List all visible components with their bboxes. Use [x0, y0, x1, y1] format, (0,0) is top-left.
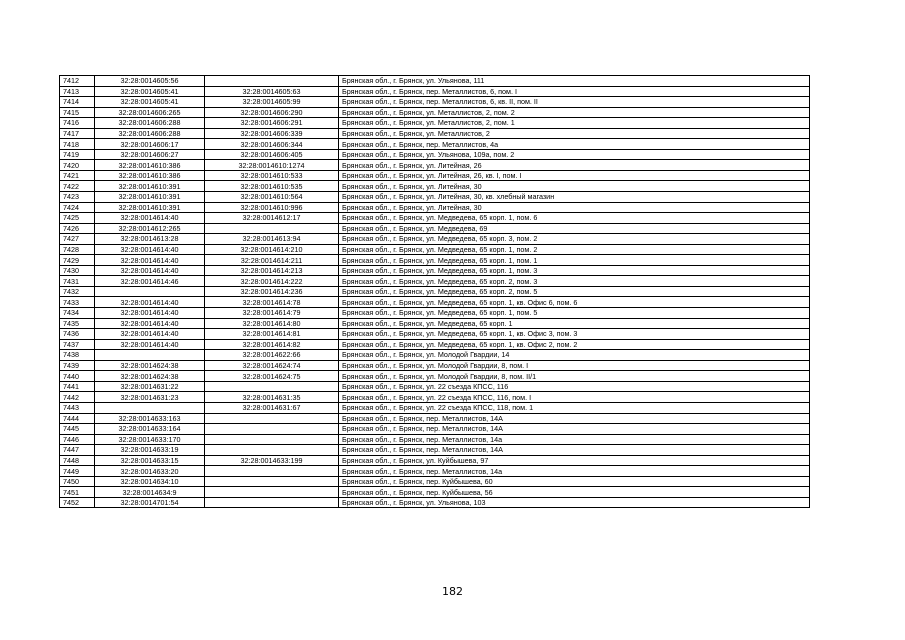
- table-row: [60, 76, 810, 87]
- table-row: [60, 118, 810, 129]
- table-row: [60, 476, 810, 487]
- address-cell: Брянская обл., г. Брянск, ул. Литейная, 30, кв. хлебный магазин: [339, 192, 810, 203]
- object-cadastral-number-cell: 32:28:0014612:17: [205, 213, 339, 224]
- table-row: [60, 107, 810, 118]
- address-cell: Брянская обл., г. Брянск, пер. Металлистов, 14А: [339, 424, 810, 435]
- table-row: [60, 381, 810, 392]
- row-number-cell: 7451: [60, 487, 95, 498]
- address-cell: Брянская обл., г. Брянск, ул. Медведева, 65 корп. 2, пом. 3: [339, 276, 810, 287]
- address-cell: Брянская обл., г. Брянск, ул. Литейная, 26: [339, 160, 810, 171]
- row-number-cell: 7424: [60, 202, 95, 213]
- object-cadastral-number-cell: 32:28:0014614:210: [205, 244, 339, 255]
- row-number-cell: 7427: [60, 234, 95, 245]
- table-row: [60, 329, 810, 340]
- address-cell: Брянская обл., г. Брянск, ул. Металлистов, 2, пом. 1: [339, 118, 810, 129]
- address-cell: Брянская обл., г. Брянск, ул. Молодой Гвардии, 14: [339, 350, 810, 361]
- registry-table-body: [60, 76, 810, 508]
- land-cadastral-number-cell: 32:28:0014606:27: [95, 149, 205, 160]
- land-cadastral-number-cell: 32:28:0014612:265: [95, 223, 205, 234]
- address-cell: Брянская обл., г. Брянск, пер. Металлистов, 14А: [339, 413, 810, 424]
- table-row: [60, 244, 810, 255]
- object-cadastral-number-cell: 32:28:0014614:236: [205, 286, 339, 297]
- object-cadastral-number-cell: 32:28:0014605:99: [205, 97, 339, 108]
- land-cadastral-number-cell: 32:28:0014605:41: [95, 97, 205, 108]
- address-cell: Брянская обл., г. Брянск, ул. Молодой Гвардии, 8, пом. II/1: [339, 371, 810, 382]
- land-cadastral-number-cell: 32:28:0014613:28: [95, 234, 205, 245]
- table-row: [60, 128, 810, 139]
- address-cell: Брянская обл., г. Брянск, ул. Металлистов, 2: [339, 128, 810, 139]
- object-cadastral-number-cell: 32:28:0014614:80: [205, 318, 339, 329]
- land-cadastral-number-cell: 32:28:0014614:40: [95, 308, 205, 319]
- row-number-cell: 7430: [60, 265, 95, 276]
- address-cell: Брянская обл., г. Брянск, ул. Литейная, 26, кв. I, пом. I: [339, 170, 810, 181]
- land-cadastral-number-cell: 32:28:0014633:170: [95, 434, 205, 445]
- address-cell: Брянская обл., г. Брянск, ул. 22 съезда КПСС, 116: [339, 381, 810, 392]
- address-cell: Брянская обл., г. Брянск, ул. Куйбышева, 97: [339, 455, 810, 466]
- table-row: [60, 276, 810, 287]
- address-cell: Брянская обл., г. Брянск, ул. Молодой Гвардии, 8, пом. I: [339, 360, 810, 371]
- table-row: [60, 466, 810, 477]
- table-row: [60, 308, 810, 319]
- object-cadastral-number-cell: [205, 497, 339, 508]
- object-cadastral-number-cell: 32:28:0014605:63: [205, 86, 339, 97]
- object-cadastral-number-cell: 32:28:0014606:405: [205, 149, 339, 160]
- address-cell: Брянская обл., г. Брянск, пер. Металлистов, 14а: [339, 466, 810, 477]
- object-cadastral-number-cell: 32:28:0014606:290: [205, 107, 339, 118]
- table-row: [60, 487, 810, 498]
- object-cadastral-number-cell: 32:28:0014610:533: [205, 170, 339, 181]
- object-cadastral-number-cell: [205, 424, 339, 435]
- address-cell: Брянская обл., г. Брянск, пер. Куйбышева, 56: [339, 487, 810, 498]
- address-cell: Брянская обл., г. Брянск, ул. Медведева, 65 корп. 1, кв. Офис 2, пом. 2: [339, 339, 810, 350]
- land-cadastral-number-cell: 32:28:0014614:40: [95, 329, 205, 340]
- object-cadastral-number-cell: 32:28:0014614:82: [205, 339, 339, 350]
- object-cadastral-number-cell: 32:28:0014624:74: [205, 360, 339, 371]
- table-row: [60, 234, 810, 245]
- address-cell: Брянская обл., г. Брянск, ул. 22 съезда КПСС, 118, пом. 1: [339, 402, 810, 413]
- land-cadastral-number-cell: 32:28:0014606:265: [95, 107, 205, 118]
- land-cadastral-number-cell: 32:28:0014610:391: [95, 202, 205, 213]
- row-number-cell: 7441: [60, 381, 95, 392]
- land-cadastral-number-cell: 32:28:0014614:40: [95, 297, 205, 308]
- table-row: [60, 497, 810, 508]
- row-number-cell: 7422: [60, 181, 95, 192]
- row-number-cell: 7418: [60, 139, 95, 150]
- object-cadastral-number-cell: 32:28:0014614:211: [205, 255, 339, 266]
- land-cadastral-number-cell: 32:28:0014614:40: [95, 265, 205, 276]
- land-cadastral-number-cell: [95, 286, 205, 297]
- address-cell: Брянская обл., г. Брянск, пер. Металлистов, 14А: [339, 445, 810, 456]
- land-cadastral-number-cell: 32:28:0014610:386: [95, 170, 205, 181]
- land-cadastral-number-cell: 32:28:0014633:20: [95, 466, 205, 477]
- land-cadastral-number-cell: 32:28:0014633:163: [95, 413, 205, 424]
- table-row: [60, 392, 810, 403]
- object-cadastral-number-cell: [205, 223, 339, 234]
- table-row: [60, 149, 810, 160]
- object-cadastral-number-cell: 32:28:0014624:75: [205, 371, 339, 382]
- address-cell: Брянская обл., г. Брянск, ул. 22 съезда КПСС, 116, пом. I: [339, 392, 810, 403]
- object-cadastral-number-cell: 32:28:0014606:344: [205, 139, 339, 150]
- row-number-cell: 7452: [60, 497, 95, 508]
- row-number-cell: 7442: [60, 392, 95, 403]
- object-cadastral-number-cell: 32:28:0014606:291: [205, 118, 339, 129]
- object-cadastral-number-cell: 32:28:0014614:79: [205, 308, 339, 319]
- address-cell: Брянская обл., г. Брянск, ул. Медведева, 65 корп. 1: [339, 318, 810, 329]
- row-number-cell: 7446: [60, 434, 95, 445]
- row-number-cell: 7415: [60, 107, 95, 118]
- table-row: [60, 413, 810, 424]
- row-number-cell: 7450: [60, 476, 95, 487]
- address-cell: Брянская обл., г. Брянск, ул. Медведева, 65 корп. 1, пом. 1: [339, 255, 810, 266]
- object-cadastral-number-cell: [205, 76, 339, 87]
- land-cadastral-number-cell: 32:28:0014631:23: [95, 392, 205, 403]
- object-cadastral-number-cell: 32:28:0014622:66: [205, 350, 339, 361]
- land-cadastral-number-cell: 32:28:0014634:9: [95, 487, 205, 498]
- table-row: [60, 318, 810, 329]
- object-cadastral-number-cell: [205, 487, 339, 498]
- land-cadastral-number-cell: 32:28:0014605:56: [95, 76, 205, 87]
- table-row: [60, 350, 810, 361]
- address-cell: Брянская обл., г. Брянск, ул. Ульянова, 103: [339, 497, 810, 508]
- row-number-cell: 7431: [60, 276, 95, 287]
- row-number-cell: 7420: [60, 160, 95, 171]
- land-cadastral-number-cell: 32:28:0014606:17: [95, 139, 205, 150]
- row-number-cell: 7433: [60, 297, 95, 308]
- row-number-cell: 7413: [60, 86, 95, 97]
- address-cell: Брянская обл., г. Брянск, пер. Металлистов, 4а: [339, 139, 810, 150]
- object-cadastral-number-cell: 32:28:0014633:199: [205, 455, 339, 466]
- land-cadastral-number-cell: 32:28:0014614:40: [95, 255, 205, 266]
- object-cadastral-number-cell: [205, 445, 339, 456]
- row-number-cell: 7421: [60, 170, 95, 181]
- address-cell: Брянская обл., г. Брянск, ул. Медведева, 65 корп. 1, кв. Офис 6, пом. 6: [339, 297, 810, 308]
- object-cadastral-number-cell: 32:28:0014614:222: [205, 276, 339, 287]
- table-row: [60, 255, 810, 266]
- row-number-cell: 7434: [60, 308, 95, 319]
- row-number-cell: 7429: [60, 255, 95, 266]
- object-cadastral-number-cell: [205, 434, 339, 445]
- object-cadastral-number-cell: 32:28:0014606:339: [205, 128, 339, 139]
- address-cell: Брянская обл., г. Брянск, ул. Литейная, 30: [339, 181, 810, 192]
- address-cell: Брянская обл., г. Брянск, ул. Медведева, 65 корп. 1, пом. 6: [339, 213, 810, 224]
- object-cadastral-number-cell: 32:28:0014610:996: [205, 202, 339, 213]
- table-row: [60, 97, 810, 108]
- row-number-cell: 7416: [60, 118, 95, 129]
- table-row: [60, 434, 810, 445]
- row-number-cell: 7435: [60, 318, 95, 329]
- land-cadastral-number-cell: 32:28:0014624:38: [95, 360, 205, 371]
- row-number-cell: 7432: [60, 286, 95, 297]
- land-cadastral-number-cell: 32:28:0014633:15: [95, 455, 205, 466]
- cadastral-registry-table: [59, 75, 810, 508]
- table-row: [60, 286, 810, 297]
- table-row: [60, 445, 810, 456]
- row-number-cell: 7428: [60, 244, 95, 255]
- land-cadastral-number-cell: 32:28:0014633:19: [95, 445, 205, 456]
- land-cadastral-number-cell: 32:28:0014614:46: [95, 276, 205, 287]
- row-number-cell: 7436: [60, 329, 95, 340]
- table-row: [60, 402, 810, 413]
- land-cadastral-number-cell: 32:28:0014614:40: [95, 339, 205, 350]
- object-cadastral-number-cell: [205, 476, 339, 487]
- table-row: [60, 181, 810, 192]
- land-cadastral-number-cell: 32:28:0014606:288: [95, 118, 205, 129]
- page-number: 182: [442, 585, 463, 598]
- land-cadastral-number-cell: 32:28:0014610:391: [95, 181, 205, 192]
- table-row: [60, 86, 810, 97]
- land-cadastral-number-cell: 32:28:0014614:40: [95, 244, 205, 255]
- land-cadastral-number-cell: 32:28:0014610:386: [95, 160, 205, 171]
- row-number-cell: 7423: [60, 192, 95, 203]
- row-number-cell: 7440: [60, 371, 95, 382]
- table-row: [60, 265, 810, 276]
- object-cadastral-number-cell: [205, 466, 339, 477]
- table-row: [60, 297, 810, 308]
- address-cell: Брянская обл., г. Брянск, пер. Металлистов, 14а: [339, 434, 810, 445]
- object-cadastral-number-cell: 32:28:0014631:35: [205, 392, 339, 403]
- row-number-cell: 7447: [60, 445, 95, 456]
- land-cadastral-number-cell: 32:28:0014605:41: [95, 86, 205, 97]
- land-cadastral-number-cell: 32:28:0014610:391: [95, 192, 205, 203]
- address-cell: Брянская обл., г. Брянск, ул. Медведева, 65 корп. 1, пом. 5: [339, 308, 810, 319]
- table-row: [60, 371, 810, 382]
- object-cadastral-number-cell: 32:28:0014614:81: [205, 329, 339, 340]
- land-cadastral-number-cell: 32:28:0014634:10: [95, 476, 205, 487]
- address-cell: Брянская обл., г. Брянск, ул. Ульянова, 111: [339, 76, 810, 87]
- table-row: [60, 213, 810, 224]
- table-row: [60, 170, 810, 181]
- row-number-cell: 7419: [60, 149, 95, 160]
- object-cadastral-number-cell: [205, 413, 339, 424]
- address-cell: Брянская обл., г. Брянск, ул. Медведева, 65 корп. 1, пом. 3: [339, 265, 810, 276]
- address-cell: Брянская обл., г. Брянск, ул. Медведева, 65 корп. 3, пом. 2: [339, 234, 810, 245]
- table-row: [60, 455, 810, 466]
- address-cell: Брянская обл., г. Брянск, ул. Медведева, 65 корп. 1, пом. 2: [339, 244, 810, 255]
- address-cell: Брянская обл., г. Брянск, ул. Медведева, 69: [339, 223, 810, 234]
- land-cadastral-number-cell: 32:28:0014633:164: [95, 424, 205, 435]
- table-row: [60, 160, 810, 171]
- row-number-cell: 7414: [60, 97, 95, 108]
- row-number-cell: 7438: [60, 350, 95, 361]
- object-cadastral-number-cell: 32:28:0014614:213: [205, 265, 339, 276]
- table-row: [60, 360, 810, 371]
- object-cadastral-number-cell: 32:28:0014613:94: [205, 234, 339, 245]
- address-cell: Брянская обл., г. Брянск, ул. Литейная, 30: [339, 202, 810, 213]
- table-row: [60, 424, 810, 435]
- land-cadastral-number-cell: [95, 402, 205, 413]
- land-cadastral-number-cell: 32:28:0014631:22: [95, 381, 205, 392]
- land-cadastral-number-cell: 32:28:0014701:54: [95, 497, 205, 508]
- address-cell: Брянская обл., г. Брянск, ул. Медведева, 65 корп. 2, пом. 5: [339, 286, 810, 297]
- row-number-cell: 7443: [60, 402, 95, 413]
- object-cadastral-number-cell: 32:28:0014631:67: [205, 402, 339, 413]
- object-cadastral-number-cell: 32:28:0014614:78: [205, 297, 339, 308]
- row-number-cell: 7426: [60, 223, 95, 234]
- row-number-cell: 7417: [60, 128, 95, 139]
- table-row: [60, 192, 810, 203]
- address-cell: Брянская обл., г. Брянск, пер. Металлистов, 6, пом. I: [339, 86, 810, 97]
- land-cadastral-number-cell: 32:28:0014624:38: [95, 371, 205, 382]
- row-number-cell: 7445: [60, 424, 95, 435]
- row-number-cell: 7425: [60, 213, 95, 224]
- object-cadastral-number-cell: 32:28:0014610:564: [205, 192, 339, 203]
- row-number-cell: 7439: [60, 360, 95, 371]
- land-cadastral-number-cell: 32:28:0014614:40: [95, 318, 205, 329]
- row-number-cell: 7444: [60, 413, 95, 424]
- row-number-cell: 7437: [60, 339, 95, 350]
- row-number-cell: 7449: [60, 466, 95, 477]
- address-cell: Брянская обл., г. Брянск, пер. Металлистов, 6, кв. II, пом. II: [339, 97, 810, 108]
- table-row: [60, 223, 810, 234]
- object-cadastral-number-cell: 32:28:0014610:535: [205, 181, 339, 192]
- table-row: [60, 139, 810, 150]
- row-number-cell: 7412: [60, 76, 95, 87]
- row-number-cell: 7448: [60, 455, 95, 466]
- address-cell: Брянская обл., г. Брянск, ул. Металлистов, 2, пом. 2: [339, 107, 810, 118]
- address-cell: Брянская обл., г. Брянск, ул. Ульянова, 109а, пом. 2: [339, 149, 810, 160]
- land-cadastral-number-cell: [95, 350, 205, 361]
- land-cadastral-number-cell: 32:28:0014606:288: [95, 128, 205, 139]
- object-cadastral-number-cell: 32:28:0014610:1274: [205, 160, 339, 171]
- land-cadastral-number-cell: 32:28:0014614:40: [95, 213, 205, 224]
- address-cell: Брянская обл., г. Брянск, ул. Медведева, 65 корп. 1, кв. Офис 3, пом. 3: [339, 329, 810, 340]
- object-cadastral-number-cell: [205, 381, 339, 392]
- address-cell: Брянская обл., г. Брянск, пер. Куйбышева, 60: [339, 476, 810, 487]
- table-row: [60, 202, 810, 213]
- table-row: [60, 339, 810, 350]
